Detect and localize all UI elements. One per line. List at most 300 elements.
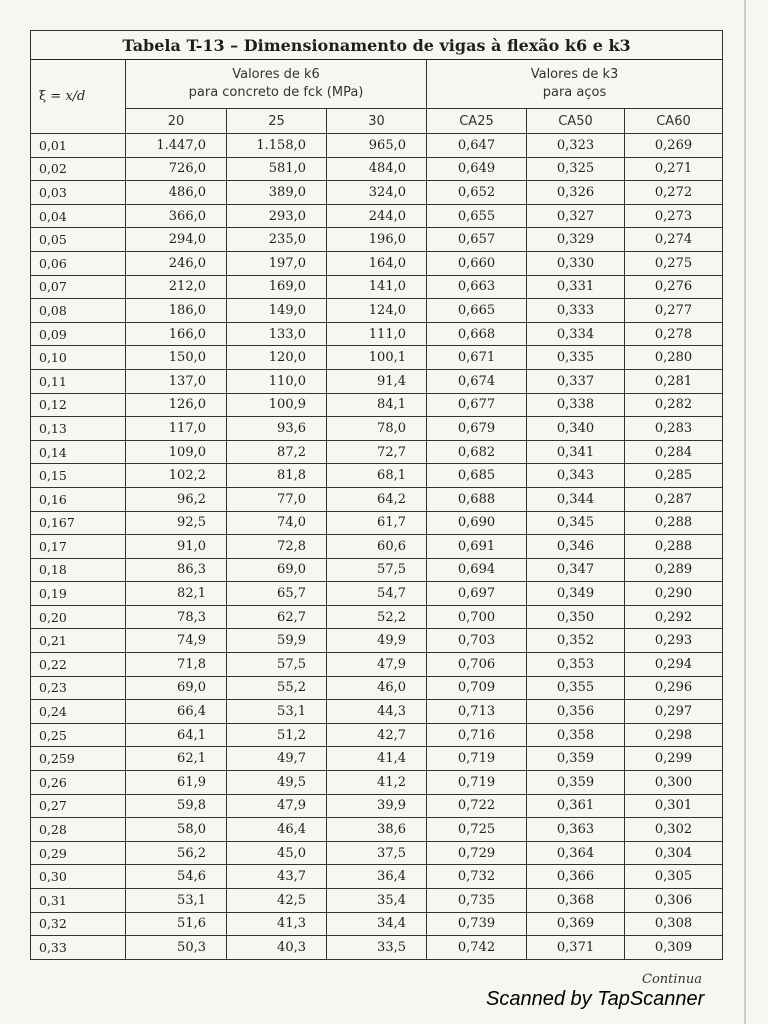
xi-cell: 0,07 xyxy=(31,275,126,299)
xi-cell: 0,05 xyxy=(31,228,126,252)
k3-ca50-cell: 0,345 xyxy=(527,511,625,535)
k6-fck20-cell: 96,2 xyxy=(126,487,227,511)
k3-ca25-cell: 0,713 xyxy=(427,700,527,724)
k6-fck25-cell: 74,0 xyxy=(227,511,327,535)
table-row xyxy=(31,700,723,724)
xi-cell: 0,25 xyxy=(31,723,126,747)
xi-cell: 0,03 xyxy=(31,181,126,205)
k6-fck20-cell: 92,5 xyxy=(126,511,227,535)
k3-ca25-cell: 0,665 xyxy=(427,299,527,323)
k6-fck20-cell: 212,0 xyxy=(126,275,227,299)
k6-fck20-cell: 62,1 xyxy=(126,747,227,771)
k6-fck20-cell: 186,0 xyxy=(126,299,227,323)
table-sheet xyxy=(30,30,722,960)
k6-fck20-cell: 486,0 xyxy=(126,181,227,205)
xi-cell: 0,26 xyxy=(31,771,126,795)
k3-ca60-cell: 0,281 xyxy=(625,369,723,393)
xi-cell: 0,09 xyxy=(31,322,126,346)
k3-header-line2: para aços xyxy=(542,85,607,100)
table-row xyxy=(31,747,723,771)
k6-fck25-cell: 45,0 xyxy=(227,841,327,865)
k3-ca25-cell: 0,709 xyxy=(427,676,527,700)
k6-fck25-cell: 46,4 xyxy=(227,818,327,842)
k3-ca50-cell: 0,352 xyxy=(527,629,625,653)
xi-cell: 0,12 xyxy=(31,393,126,417)
k3-ca50-cell: 0,346 xyxy=(527,535,625,559)
xi-cell: 0,18 xyxy=(31,558,126,582)
k6-fck25-cell: 72,8 xyxy=(227,535,327,559)
xi-cell: 0,28 xyxy=(31,818,126,842)
k6-fck25-cell: 51,2 xyxy=(227,723,327,747)
k3-ca60-cell: 0,271 xyxy=(625,157,723,181)
k6-fck30-cell: 36,4 xyxy=(327,865,427,889)
xi-cell: 0,10 xyxy=(31,346,126,370)
k3-ca50-cell: 0,366 xyxy=(527,865,625,889)
k6-fck25-cell: 62,7 xyxy=(227,605,327,629)
k6-fck20-cell: 58,0 xyxy=(126,818,227,842)
k6-fck20-cell: 166,0 xyxy=(126,322,227,346)
k3-ca50-cell: 0,335 xyxy=(527,346,625,370)
table-row xyxy=(31,369,723,393)
k6-fck30-cell: 52,2 xyxy=(327,605,427,629)
table-row xyxy=(31,440,723,464)
k3-ca25-cell: 0,679 xyxy=(427,417,527,441)
k6-fck25-cell: 149,0 xyxy=(227,299,327,323)
k3-ca50-cell: 0,347 xyxy=(527,558,625,582)
k3-header-line1: Valores de k3 xyxy=(530,67,619,82)
k6-fck25-cell: 69,0 xyxy=(227,558,327,582)
table-row xyxy=(31,204,723,228)
k3-ca50-cell: 0,369 xyxy=(527,912,625,936)
k6-fck25-cell: 59,9 xyxy=(227,629,327,653)
table-row xyxy=(31,134,723,158)
k3-ca60-cell: 0,269 xyxy=(625,134,723,158)
k6-fck25-cell: 42,5 xyxy=(227,889,327,913)
k3-ca60-cell: 0,278 xyxy=(625,322,723,346)
k6-fck25-cell: 197,0 xyxy=(227,251,327,275)
k3-ca50-cell: 0,329 xyxy=(527,228,625,252)
table-row xyxy=(31,181,723,205)
k3-ca50-cell: 0,350 xyxy=(527,605,625,629)
k3-ca60-cell: 0,309 xyxy=(625,936,723,960)
k3-ca50-cell: 0,349 xyxy=(527,582,625,606)
xi-cell: 0,16 xyxy=(31,487,126,511)
k3-ca25-cell: 0,660 xyxy=(427,251,527,275)
table-row xyxy=(31,794,723,818)
k6-fck20-cell: 50,3 xyxy=(126,936,227,960)
xi-cell: 0,24 xyxy=(31,700,126,724)
k6-fck30-cell: 42,7 xyxy=(327,723,427,747)
k3-ca25-cell: 0,722 xyxy=(427,794,527,818)
k3-ca60-cell: 0,305 xyxy=(625,865,723,889)
k3-ca50-cell: 0,356 xyxy=(527,700,625,724)
xi-cell: 0,19 xyxy=(31,582,126,606)
table-row xyxy=(31,157,723,181)
k6-fck20-cell: 59,8 xyxy=(126,794,227,818)
k3-ca25-cell: 0,719 xyxy=(427,771,527,795)
k6-fck20-cell: 54,6 xyxy=(126,865,227,889)
k6-fck20-cell: 726,0 xyxy=(126,157,227,181)
k3-ca50-cell: 0,355 xyxy=(527,676,625,700)
table-row xyxy=(31,535,723,559)
k3-ca50-cell: 0,368 xyxy=(527,889,625,913)
k6-fck30-cell: 111,0 xyxy=(327,322,427,346)
fck-column-header: 20 xyxy=(126,109,227,134)
xi-symbol: ξ = xyxy=(39,89,66,104)
xi-cell: 0,08 xyxy=(31,299,126,323)
table-row xyxy=(31,322,723,346)
table-title: Tabela T-13 – Dimensionamento de vigas à flexão k6 e k3 xyxy=(31,31,723,60)
k6-fck20-cell: 126,0 xyxy=(126,393,227,417)
k6-fck30-cell: 39,9 xyxy=(327,794,427,818)
xi-cell: 0,22 xyxy=(31,653,126,677)
table-row xyxy=(31,417,723,441)
k6-fck30-cell: 64,2 xyxy=(327,487,427,511)
k3-ca25-cell: 0,691 xyxy=(427,535,527,559)
k3-ca25-cell: 0,739 xyxy=(427,912,527,936)
xi-cell: 0,30 xyxy=(31,865,126,889)
xi-cell: 0,27 xyxy=(31,794,126,818)
k6-fck20-cell: 117,0 xyxy=(126,417,227,441)
scanner-watermark: Scanned by TapScanner xyxy=(486,988,705,1010)
xi-cell: 0,21 xyxy=(31,629,126,653)
xi-cell: 0,17 xyxy=(31,535,126,559)
k3-ca25-cell: 0,716 xyxy=(427,723,527,747)
k6-fck25-cell: 49,5 xyxy=(227,771,327,795)
k6-fck30-cell: 61,7 xyxy=(327,511,427,535)
k3-ca60-cell: 0,287 xyxy=(625,487,723,511)
table-row xyxy=(31,487,723,511)
table-row xyxy=(31,841,723,865)
table-row xyxy=(31,889,723,913)
k3-ca60-cell: 0,274 xyxy=(625,228,723,252)
k3-ca60-cell: 0,273 xyxy=(625,204,723,228)
k3-ca60-cell: 0,294 xyxy=(625,653,723,677)
xi-ratio: x/d xyxy=(65,89,86,104)
k3-ca60-cell: 0,282 xyxy=(625,393,723,417)
k3-ca60-cell: 0,298 xyxy=(625,723,723,747)
k3-ca25-cell: 0,671 xyxy=(427,346,527,370)
k3-ca25-cell: 0,694 xyxy=(427,558,527,582)
k6-group-header xyxy=(126,60,427,109)
k6-fck20-cell: 109,0 xyxy=(126,440,227,464)
k6-fck30-cell: 57,5 xyxy=(327,558,427,582)
k3-ca25-cell: 0,652 xyxy=(427,181,527,205)
k3-ca50-cell: 0,327 xyxy=(527,204,625,228)
k6-fck25-cell: 100,9 xyxy=(227,393,327,417)
k3-ca25-cell: 0,732 xyxy=(427,865,527,889)
steel-column-header: CA50 xyxy=(527,109,625,134)
k3-ca25-cell: 0,647 xyxy=(427,134,527,158)
xi-cell: 0,32 xyxy=(31,912,126,936)
k6-fck20-cell: 51,6 xyxy=(126,912,227,936)
xi-cell: 0,29 xyxy=(31,841,126,865)
xi-cell: 0,259 xyxy=(31,747,126,771)
k6-fck25-cell: 53,1 xyxy=(227,700,327,724)
table-row xyxy=(31,299,723,323)
table-row xyxy=(31,582,723,606)
k3-ca25-cell: 0,688 xyxy=(427,487,527,511)
k6-fck20-cell: 61,9 xyxy=(126,771,227,795)
table-row xyxy=(31,511,723,535)
k3-ca50-cell: 0,344 xyxy=(527,487,625,511)
table-row xyxy=(31,275,723,299)
k3-ca25-cell: 0,735 xyxy=(427,889,527,913)
k3-ca60-cell: 0,304 xyxy=(625,841,723,865)
k6-fck20-cell: 1.447,0 xyxy=(126,134,227,158)
k3-ca60-cell: 0,288 xyxy=(625,511,723,535)
k6-fck25-cell: 43,7 xyxy=(227,865,327,889)
k6-fck25-cell: 87,2 xyxy=(227,440,327,464)
k6-fck25-cell: 40,3 xyxy=(227,936,327,960)
k6-fck20-cell: 137,0 xyxy=(126,369,227,393)
k3-ca50-cell: 0,363 xyxy=(527,818,625,842)
k3-ca25-cell: 0,657 xyxy=(427,228,527,252)
table-row xyxy=(31,723,723,747)
k6-fck20-cell: 69,0 xyxy=(126,676,227,700)
k3-ca60-cell: 0,308 xyxy=(625,912,723,936)
k3-ca60-cell: 0,290 xyxy=(625,582,723,606)
k3-ca60-cell: 0,302 xyxy=(625,818,723,842)
k3-ca60-cell: 0,297 xyxy=(625,700,723,724)
table-row xyxy=(31,818,723,842)
k6-fck30-cell: 54,7 xyxy=(327,582,427,606)
page-edge xyxy=(744,0,746,1024)
k6-header-line2: para concreto de fck (MPa) xyxy=(188,85,364,100)
k6-fck30-cell: 35,4 xyxy=(327,889,427,913)
xi-cell: 0,33 xyxy=(31,936,126,960)
table-row xyxy=(31,346,723,370)
k6-fck20-cell: 91,0 xyxy=(126,535,227,559)
k6-fck20-cell: 74,9 xyxy=(126,629,227,653)
coefficient-table xyxy=(30,30,723,960)
k3-ca25-cell: 0,719 xyxy=(427,747,527,771)
k3-ca25-cell: 0,663 xyxy=(427,275,527,299)
k6-fck30-cell: 78,0 xyxy=(327,417,427,441)
k6-fck20-cell: 82,1 xyxy=(126,582,227,606)
k6-fck20-cell: 86,3 xyxy=(126,558,227,582)
k3-ca60-cell: 0,277 xyxy=(625,299,723,323)
k6-fck25-cell: 389,0 xyxy=(227,181,327,205)
xi-cell: 0,02 xyxy=(31,157,126,181)
k3-ca50-cell: 0,359 xyxy=(527,747,625,771)
k6-fck25-cell: 81,8 xyxy=(227,464,327,488)
k6-fck30-cell: 41,4 xyxy=(327,747,427,771)
k6-fck30-cell: 100,1 xyxy=(327,346,427,370)
k3-ca25-cell: 0,685 xyxy=(427,464,527,488)
k3-ca50-cell: 0,359 xyxy=(527,771,625,795)
k6-fck25-cell: 93,6 xyxy=(227,417,327,441)
xi-cell: 0,01 xyxy=(31,134,126,158)
k3-ca50-cell: 0,343 xyxy=(527,464,625,488)
k6-fck30-cell: 37,5 xyxy=(327,841,427,865)
k6-fck20-cell: 71,8 xyxy=(126,653,227,677)
table-row xyxy=(31,912,723,936)
k3-ca50-cell: 0,330 xyxy=(527,251,625,275)
table-row xyxy=(31,251,723,275)
xi-cell: 0,31 xyxy=(31,889,126,913)
k3-ca60-cell: 0,276 xyxy=(625,275,723,299)
k6-fck20-cell: 64,1 xyxy=(126,723,227,747)
k3-ca25-cell: 0,674 xyxy=(427,369,527,393)
k3-ca60-cell: 0,301 xyxy=(625,794,723,818)
table-row xyxy=(31,865,723,889)
k6-fck30-cell: 46,0 xyxy=(327,676,427,700)
k3-ca60-cell: 0,285 xyxy=(625,464,723,488)
k6-fck20-cell: 150,0 xyxy=(126,346,227,370)
k6-fck30-cell: 44,3 xyxy=(327,700,427,724)
k6-fck30-cell: 141,0 xyxy=(327,275,427,299)
k3-ca50-cell: 0,326 xyxy=(527,181,625,205)
k3-group-header xyxy=(427,60,723,109)
k6-fck25-cell: 55,2 xyxy=(227,676,327,700)
xi-cell: 0,15 xyxy=(31,464,126,488)
table-row xyxy=(31,605,723,629)
k3-ca50-cell: 0,358 xyxy=(527,723,625,747)
k3-ca50-cell: 0,334 xyxy=(527,322,625,346)
table-row xyxy=(31,676,723,700)
k6-fck25-cell: 293,0 xyxy=(227,204,327,228)
k3-ca50-cell: 0,331 xyxy=(527,275,625,299)
k3-ca50-cell: 0,364 xyxy=(527,841,625,865)
k6-fck30-cell: 47,9 xyxy=(327,653,427,677)
xi-header xyxy=(31,60,126,134)
k6-fck20-cell: 56,2 xyxy=(126,841,227,865)
k3-ca25-cell: 0,703 xyxy=(427,629,527,653)
k6-header-line1: Valores de k6 xyxy=(232,67,320,82)
xi-cell: 0,06 xyxy=(31,251,126,275)
continua-note: Continua xyxy=(642,972,703,987)
k3-ca60-cell: 0,300 xyxy=(625,771,723,795)
k6-fck20-cell: 294,0 xyxy=(126,228,227,252)
xi-cell: 0,23 xyxy=(31,676,126,700)
k3-ca25-cell: 0,725 xyxy=(427,818,527,842)
k6-fck20-cell: 366,0 xyxy=(126,204,227,228)
xi-cell: 0,167 xyxy=(31,511,126,535)
k3-ca25-cell: 0,706 xyxy=(427,653,527,677)
k3-ca25-cell: 0,690 xyxy=(427,511,527,535)
xi-cell: 0,20 xyxy=(31,605,126,629)
k6-fck25-cell: 235,0 xyxy=(227,228,327,252)
xi-cell: 0,14 xyxy=(31,440,126,464)
k3-ca50-cell: 0,341 xyxy=(527,440,625,464)
table-row xyxy=(31,629,723,653)
k6-fck25-cell: 47,9 xyxy=(227,794,327,818)
k3-ca50-cell: 0,333 xyxy=(527,299,625,323)
k6-fck20-cell: 246,0 xyxy=(126,251,227,275)
k6-fck30-cell: 72,7 xyxy=(327,440,427,464)
table-row xyxy=(31,464,723,488)
k6-fck30-cell: 60,6 xyxy=(327,535,427,559)
table-body xyxy=(31,134,723,960)
k6-fck30-cell: 196,0 xyxy=(327,228,427,252)
k3-ca25-cell: 0,697 xyxy=(427,582,527,606)
k6-fck30-cell: 164,0 xyxy=(327,251,427,275)
k3-ca60-cell: 0,280 xyxy=(625,346,723,370)
xi-cell: 0,04 xyxy=(31,204,126,228)
k3-ca50-cell: 0,371 xyxy=(527,936,625,960)
k6-fck20-cell: 66,4 xyxy=(126,700,227,724)
k3-ca50-cell: 0,325 xyxy=(527,157,625,181)
k3-ca60-cell: 0,293 xyxy=(625,629,723,653)
k6-fck25-cell: 120,0 xyxy=(227,346,327,370)
k3-ca60-cell: 0,275 xyxy=(625,251,723,275)
k6-fck25-cell: 169,0 xyxy=(227,275,327,299)
k3-ca60-cell: 0,306 xyxy=(625,889,723,913)
k3-ca60-cell: 0,296 xyxy=(625,676,723,700)
k6-fck30-cell: 84,1 xyxy=(327,393,427,417)
k3-ca60-cell: 0,283 xyxy=(625,417,723,441)
k3-ca25-cell: 0,668 xyxy=(427,322,527,346)
k6-fck30-cell: 91,4 xyxy=(327,369,427,393)
k3-ca50-cell: 0,338 xyxy=(527,393,625,417)
k6-fck30-cell: 324,0 xyxy=(327,181,427,205)
k6-fck30-cell: 49,9 xyxy=(327,629,427,653)
steel-column-header: CA60 xyxy=(625,109,723,134)
k3-ca25-cell: 0,682 xyxy=(427,440,527,464)
k6-fck30-cell: 124,0 xyxy=(327,299,427,323)
fck-column-header: 25 xyxy=(227,109,327,134)
k3-ca50-cell: 0,323 xyxy=(527,134,625,158)
k6-fck25-cell: 57,5 xyxy=(227,653,327,677)
k3-ca50-cell: 0,337 xyxy=(527,369,625,393)
xi-cell: 0,13 xyxy=(31,417,126,441)
table-row xyxy=(31,771,723,795)
k3-ca60-cell: 0,284 xyxy=(625,440,723,464)
k6-fck30-cell: 33,5 xyxy=(327,936,427,960)
k6-fck30-cell: 41,2 xyxy=(327,771,427,795)
k3-ca25-cell: 0,742 xyxy=(427,936,527,960)
table-row xyxy=(31,228,723,252)
k3-ca50-cell: 0,361 xyxy=(527,794,625,818)
k6-fck20-cell: 53,1 xyxy=(126,889,227,913)
table-row xyxy=(31,936,723,960)
k3-ca60-cell: 0,299 xyxy=(625,747,723,771)
k3-ca60-cell: 0,292 xyxy=(625,605,723,629)
k3-ca25-cell: 0,677 xyxy=(427,393,527,417)
fck-column-header: 30 xyxy=(327,109,427,134)
k6-fck20-cell: 102,2 xyxy=(126,464,227,488)
k3-ca60-cell: 0,288 xyxy=(625,535,723,559)
k3-ca25-cell: 0,700 xyxy=(427,605,527,629)
k6-fck30-cell: 68,1 xyxy=(327,464,427,488)
k3-ca25-cell: 0,649 xyxy=(427,157,527,181)
table-row xyxy=(31,558,723,582)
k3-ca50-cell: 0,340 xyxy=(527,417,625,441)
k3-ca25-cell: 0,655 xyxy=(427,204,527,228)
k6-fck30-cell: 34,4 xyxy=(327,912,427,936)
k6-fck25-cell: 41,3 xyxy=(227,912,327,936)
steel-column-header: CA25 xyxy=(427,109,527,134)
k3-ca25-cell: 0,729 xyxy=(427,841,527,865)
k3-ca60-cell: 0,289 xyxy=(625,558,723,582)
k6-fck30-cell: 38,6 xyxy=(327,818,427,842)
k6-fck25-cell: 581,0 xyxy=(227,157,327,181)
k6-fck25-cell: 49,7 xyxy=(227,747,327,771)
k6-fck20-cell: 78,3 xyxy=(126,605,227,629)
k6-fck30-cell: 244,0 xyxy=(327,204,427,228)
k6-fck25-cell: 1.158,0 xyxy=(227,134,327,158)
k6-fck30-cell: 484,0 xyxy=(327,157,427,181)
k3-ca60-cell: 0,272 xyxy=(625,181,723,205)
k6-fck30-cell: 965,0 xyxy=(327,134,427,158)
k6-fck25-cell: 77,0 xyxy=(227,487,327,511)
table-row xyxy=(31,653,723,677)
table-row xyxy=(31,393,723,417)
k3-ca50-cell: 0,353 xyxy=(527,653,625,677)
k6-fck25-cell: 65,7 xyxy=(227,582,327,606)
xi-cell: 0,11 xyxy=(31,369,126,393)
